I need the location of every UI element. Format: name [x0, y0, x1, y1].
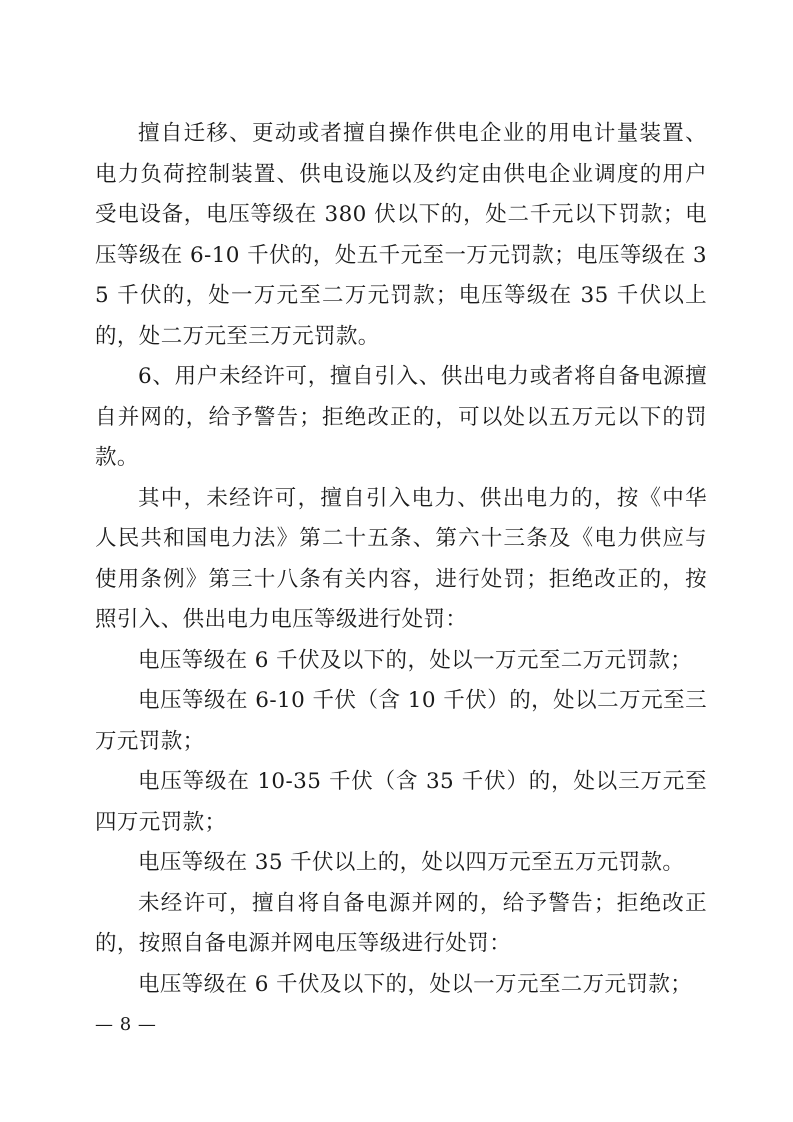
paragraph-self-generated-penalty-6kv: 电压等级在 6 千伏及以下的，处以一万元至二万元罚款； [138, 971, 693, 997]
paragraph-self-generated-grid: 未经许可，擅自将自备电源并网的，给予警告；拒绝改正的，按照自备电源并网电压等级进行处罚： [95, 890, 707, 956]
body-text [95, 114, 707, 1005]
paragraph-unauthorized-equipment-operation: 擅自迁移、更动或者擅自操作供电企业的用电计量装置、电力负荷控制装置、供电设施以及约定由供电企业调度的用户受电设备，电压等级在 380 伏以下的，处二千元以下罚款；电压等级在 6-10 千伏的，处五千元至一万元罚款；电压等级在 35 千伏的，处一万元至二万元罚款；电压等级在 35 千伏以上的，处二万元至三万元罚款。 [95, 121, 707, 349]
paragraph-penalty-10-35kv: 电压等级在 10-35 千伏（含 35 千伏）的，处以三万元至四万元罚款； [95, 769, 707, 835]
paragraph-penalty-above-35kv: 电压等级在 35 千伏以上的，处以四万元至五万元罚款。 [138, 850, 685, 875]
page-number: — 8 — [95, 1014, 157, 1035]
paragraph-power-law-reference: 其中，未经许可，擅自引入电力、供出电力的，按《中华人民共和国电力法》第二十五条、第六十三条及《电力供应与使用条例》第三十八条有关内容，进行处罚；拒绝改正的，按照引入、供出电力电压等级进行处罚： [95, 485, 707, 632]
paragraph-penalty-6-10kv: 电压等级在 6-10 千伏（含 10 千伏）的，处以二万元至三万元罚款； [95, 688, 707, 754]
paragraph-item-6-unauthorized-power: 6、用户未经许可，擅自引入、供出电力或者将自备电源擅自并网的，给予警告；拒绝改正的，可以处以五万元以下的罚款。 [95, 364, 707, 470]
paragraph-penalty-6kv: 电压等级在 6 千伏及以下的，处以一万元至二万元罚款； [138, 647, 693, 673]
